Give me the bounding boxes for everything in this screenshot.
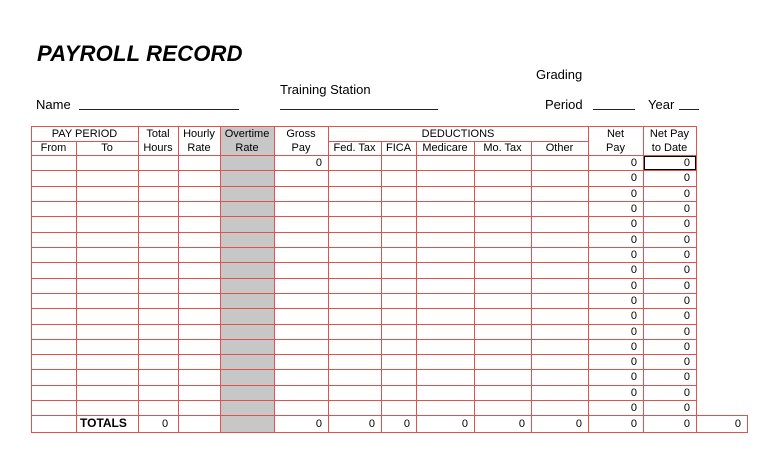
table-cell[interactable]	[382, 187, 416, 201]
table-cell[interactable]	[275, 340, 328, 354]
net-pay-value: 0	[630, 341, 637, 353]
grid-line	[696, 415, 748, 416]
table-cell[interactable]	[77, 156, 138, 170]
table-cell[interactable]	[77, 263, 138, 277]
table-cell[interactable]	[532, 187, 588, 201]
table-cell[interactable]	[32, 263, 76, 277]
table-cell[interactable]	[32, 355, 76, 369]
table-cell[interactable]	[417, 386, 474, 400]
table-cell[interactable]	[475, 401, 531, 415]
net-pay-value: 0	[630, 387, 637, 399]
other-header: Other	[545, 142, 574, 154]
medicare-header: Medicare	[422, 142, 468, 154]
table-cell[interactable]	[221, 279, 274, 293]
table-cell[interactable]	[139, 279, 178, 293]
table-cell[interactable]	[329, 263, 381, 277]
total-hours-total: 0	[162, 418, 169, 430]
table-cell[interactable]	[77, 386, 138, 400]
period-label: Period	[545, 97, 583, 112]
table-cell[interactable]	[532, 355, 588, 369]
grid-line	[696, 126, 697, 432]
table-cell[interactable]	[179, 263, 220, 277]
table-cell[interactable]	[532, 294, 588, 308]
table-cell[interactable]	[221, 309, 274, 323]
table-cell[interactable]	[221, 263, 274, 277]
table-cell[interactable]	[221, 202, 274, 216]
gross-pay-value: 0	[315, 157, 322, 169]
hourly-rate-header-2: Rate	[187, 142, 211, 154]
table-cell[interactable]	[32, 401, 76, 415]
table-cell[interactable]	[179, 340, 220, 354]
totals-label: TOTALS	[80, 416, 127, 430]
page-title: PAYROLL RECORD	[37, 41, 243, 66]
net-pay-to-date-header-2: to Date	[651, 142, 688, 154]
table-cell[interactable]	[532, 248, 588, 262]
table-cell[interactable]	[32, 386, 76, 400]
table-cell[interactable]	[32, 202, 76, 216]
table-cell[interactable]	[417, 294, 474, 308]
table-cell[interactable]	[139, 202, 178, 216]
net-pay-to-date-value: 0	[683, 188, 690, 200]
grid-line	[31, 415, 697, 416]
table-cell[interactable]	[139, 171, 178, 185]
table-cell[interactable]	[77, 171, 138, 185]
table-cell[interactable]	[329, 309, 381, 323]
grid-line	[747, 415, 748, 433]
table-cell[interactable]	[382, 309, 416, 323]
table-cell[interactable]	[139, 325, 178, 339]
table-cell[interactable]	[179, 202, 220, 216]
table-cell[interactable]	[329, 401, 381, 415]
gross-pay-header-2: Pay	[291, 142, 311, 154]
year-label: Year	[648, 97, 675, 112]
table-cell[interactable]	[77, 309, 138, 323]
table-cell[interactable]	[475, 279, 531, 293]
table-cell[interactable]	[329, 370, 381, 384]
table-cell[interactable]	[382, 171, 416, 185]
table-cell[interactable]	[179, 187, 220, 201]
table-cell[interactable]	[475, 294, 531, 308]
table-cell[interactable]	[275, 233, 328, 247]
table-cell[interactable]	[179, 355, 220, 369]
table-cell[interactable]	[382, 401, 416, 415]
table-cell[interactable]	[532, 309, 588, 323]
table-cell[interactable]	[77, 233, 138, 247]
table-cell[interactable]	[275, 325, 328, 339]
table-cell[interactable]	[77, 279, 138, 293]
table-cell[interactable]	[179, 248, 220, 262]
medicare-total: 0	[461, 418, 468, 430]
table-cell[interactable]	[139, 355, 178, 369]
table-cell[interactable]	[475, 355, 531, 369]
net-pay-to-date-value: 0	[683, 264, 690, 276]
table-cell[interactable]	[221, 171, 274, 185]
table-cell[interactable]	[275, 309, 328, 323]
table-cell[interactable]	[179, 294, 220, 308]
table-cell[interactable]	[77, 340, 138, 354]
table-cell[interactable]	[382, 386, 416, 400]
table-cell[interactable]	[275, 217, 328, 231]
table-cell[interactable]	[139, 309, 178, 323]
table-cell[interactable]	[77, 401, 138, 415]
net-pay-to-date-value: 0	[683, 203, 690, 215]
gross-pay-total: 0	[315, 418, 322, 430]
table-cell[interactable]	[275, 279, 328, 293]
net-pay-value: 0	[630, 218, 637, 230]
table-cell[interactable]	[532, 401, 588, 415]
table-cell[interactable]	[417, 279, 474, 293]
year-line[interactable]	[679, 109, 699, 110]
to-header: To	[101, 142, 113, 154]
table-cell[interactable]	[221, 248, 274, 262]
table-cell[interactable]	[179, 217, 220, 231]
net-pay-header: Net	[606, 128, 625, 140]
table-cell[interactable]	[179, 279, 220, 293]
net-pay-value: 0	[630, 326, 637, 338]
table-cell[interactable]	[221, 325, 274, 339]
table-cell[interactable]	[77, 187, 138, 201]
table-cell[interactable]	[275, 171, 328, 185]
table-cell[interactable]	[32, 340, 76, 354]
table-cell[interactable]	[382, 370, 416, 384]
table-cell[interactable]	[221, 156, 274, 170]
net-pay-value: 0	[630, 249, 637, 261]
table-cell[interactable]	[417, 248, 474, 262]
other-total: 0	[575, 418, 582, 430]
table-cell[interactable]	[221, 233, 274, 247]
net-pay-to-date-value: 0	[683, 371, 690, 383]
table-cell[interactable]	[382, 294, 416, 308]
table-cell[interactable]	[417, 156, 474, 170]
extra-total: 0	[734, 418, 741, 430]
table-cell[interactable]	[139, 156, 178, 170]
total-hours-header: Total	[146, 128, 170, 140]
table-cell[interactable]	[382, 233, 416, 247]
table-cell[interactable]	[32, 217, 76, 231]
table-cell[interactable]	[329, 248, 381, 262]
net-pay-value: 0	[630, 295, 637, 307]
table-cell[interactable]	[475, 202, 531, 216]
table-cell[interactable]	[275, 355, 328, 369]
table-cell[interactable]	[532, 279, 588, 293]
table-cell[interactable]	[475, 370, 531, 384]
table-cell[interactable]	[329, 325, 381, 339]
table-cell[interactable]	[382, 279, 416, 293]
table-cell[interactable]	[221, 340, 274, 354]
table-cell[interactable]	[179, 370, 220, 384]
fed-tax-total: 0	[368, 418, 375, 430]
table-cell[interactable]	[179, 309, 220, 323]
net-pay-value: 0	[630, 310, 637, 322]
table-cell[interactable]	[475, 263, 531, 277]
net-pay-to-date-value: 0	[683, 341, 690, 353]
deductions-header: DEDUCTIONS	[421, 128, 495, 140]
net-pay-value: 0	[630, 356, 637, 368]
table-cell[interactable]	[275, 263, 328, 277]
net-pay-to-date-header: Net Pay	[649, 128, 690, 140]
fed-tax-header: Fed. Tax	[333, 142, 376, 154]
net-pay-to-date-value: 0	[683, 295, 690, 307]
table-cell[interactable]	[32, 248, 76, 262]
name-line[interactable]	[79, 109, 239, 110]
table-cell[interactable]	[475, 325, 531, 339]
table-cell[interactable]	[475, 386, 531, 400]
table-cell[interactable]	[32, 309, 76, 323]
table-cell[interactable]	[532, 386, 588, 400]
table-cell[interactable]	[329, 279, 381, 293]
table-cell[interactable]	[475, 248, 531, 262]
net-pay-to-date-total: 0	[683, 418, 690, 430]
table-cell[interactable]	[475, 309, 531, 323]
selected-cell-outline	[644, 156, 696, 170]
table-cell[interactable]	[179, 401, 220, 415]
table-cell[interactable]	[417, 309, 474, 323]
table-cell[interactable]	[77, 217, 138, 231]
mo-tax-header: Mo. Tax	[483, 142, 522, 154]
table-cell[interactable]	[32, 187, 76, 201]
table-cell[interactable]	[139, 386, 178, 400]
table-cell[interactable]	[382, 217, 416, 231]
table-cell[interactable]	[139, 248, 178, 262]
table-cell[interactable]	[329, 156, 381, 170]
hourly-rate-header: Hourly	[183, 128, 215, 140]
table-cell[interactable]	[179, 386, 220, 400]
table-cell[interactable]	[382, 202, 416, 216]
table-cell[interactable]	[275, 370, 328, 384]
net-pay-to-date-value: 0	[683, 234, 690, 246]
table-cell[interactable]	[417, 171, 474, 185]
table-cell[interactable]	[32, 171, 76, 185]
net-pay-to-date-value: 0	[683, 157, 690, 169]
net-pay-value: 0	[630, 172, 637, 184]
table-cell[interactable]	[179, 171, 220, 185]
net-pay-total: 0	[630, 418, 637, 430]
table-cell[interactable]	[275, 386, 328, 400]
mo-tax-total: 0	[518, 418, 525, 430]
net-pay-value: 0	[630, 203, 637, 215]
net-pay-to-date-value: 0	[683, 172, 690, 184]
table-cell[interactable]	[475, 233, 531, 247]
gross-pay-header: Gross	[286, 128, 316, 140]
grid-line	[31, 432, 748, 433]
table-cell[interactable]	[475, 156, 531, 170]
overtime-rate-header: Overtime	[224, 128, 270, 140]
net-pay-to-date-value: 0	[683, 218, 690, 230]
table-cell[interactable]	[32, 156, 76, 170]
table-cell[interactable]	[32, 325, 76, 339]
table-cell[interactable]	[329, 340, 381, 354]
table-cell[interactable]	[532, 156, 588, 170]
table-cell[interactable]	[329, 187, 381, 201]
table-cell[interactable]	[329, 294, 381, 308]
table-cell[interactable]	[139, 233, 178, 247]
table-cell[interactable]	[382, 156, 416, 170]
table-cell[interactable]	[139, 294, 178, 308]
table-cell[interactable]	[77, 355, 138, 369]
table-cell[interactable]	[77, 248, 138, 262]
training-station-label: Training Station	[280, 82, 371, 97]
net-pay-value: 0	[630, 280, 637, 292]
table-cell[interactable]	[532, 217, 588, 231]
table-cell[interactable]	[32, 233, 76, 247]
table-cell[interactable]	[32, 370, 76, 384]
table-cell[interactable]	[329, 233, 381, 247]
table-cell[interactable]	[179, 325, 220, 339]
net-pay-to-date-value: 0	[683, 310, 690, 322]
net-pay-to-date-value: 0	[683, 249, 690, 261]
net-pay-to-date-value: 0	[683, 326, 690, 338]
net-pay-value: 0	[630, 371, 637, 383]
table-cell[interactable]	[417, 233, 474, 247]
from-header: From	[40, 142, 67, 154]
training-station-line[interactable]	[280, 109, 438, 110]
table-cell[interactable]	[139, 217, 178, 231]
table-cell[interactable]	[221, 217, 274, 231]
table-cell[interactable]	[139, 401, 178, 415]
table-cell[interactable]	[417, 325, 474, 339]
net-pay-value: 0	[630, 264, 637, 276]
table-cell[interactable]	[275, 401, 328, 415]
table-cell[interactable]	[221, 355, 274, 369]
table-cell[interactable]	[77, 202, 138, 216]
table-cell[interactable]	[329, 217, 381, 231]
total-hours-header-2: Hours	[143, 142, 173, 154]
table-cell[interactable]	[532, 370, 588, 384]
table-cell[interactable]	[532, 340, 588, 354]
net-pay-header-2: Pay	[606, 142, 625, 154]
table-cell[interactable]	[417, 202, 474, 216]
table-cell[interactable]	[221, 294, 274, 308]
table-cell[interactable]	[275, 294, 328, 308]
table-cell[interactable]	[329, 386, 381, 400]
table-cell[interactable]	[139, 263, 178, 277]
table-cell[interactable]	[417, 217, 474, 231]
table-cell[interactable]	[221, 187, 274, 201]
fica-header: FICA	[385, 142, 412, 154]
table-cell[interactable]	[77, 370, 138, 384]
table-cell[interactable]	[329, 355, 381, 369]
table-cell[interactable]	[275, 202, 328, 216]
table-cell[interactable]	[475, 187, 531, 201]
table-cell[interactable]	[532, 263, 588, 277]
table-cell[interactable]	[77, 325, 138, 339]
table-cell[interactable]	[382, 340, 416, 354]
table-cell[interactable]	[77, 294, 138, 308]
table-cell[interactable]	[532, 325, 588, 339]
table-cell[interactable]	[382, 355, 416, 369]
table-cell[interactable]	[139, 340, 178, 354]
table-cell[interactable]	[221, 386, 274, 400]
table-cell[interactable]	[382, 263, 416, 277]
table-cell[interactable]	[417, 340, 474, 354]
fica-total: 0	[403, 418, 410, 430]
net-pay-to-date-value: 0	[683, 402, 690, 414]
table-cell[interactable]	[221, 401, 274, 415]
grading-label: Grading	[536, 67, 583, 82]
table-cell[interactable]	[475, 340, 531, 354]
table-cell[interactable]	[417, 355, 474, 369]
period-line[interactable]	[593, 109, 635, 110]
table-cell[interactable]	[275, 187, 328, 201]
table-cell[interactable]	[532, 171, 588, 185]
net-pay-to-date-value: 0	[683, 387, 690, 399]
table-cell[interactable]	[139, 187, 178, 201]
table-cell[interactable]	[275, 248, 328, 262]
table-cell[interactable]	[329, 202, 381, 216]
table-cell[interactable]	[417, 263, 474, 277]
table-cell[interactable]	[417, 187, 474, 201]
table-cell[interactable]	[179, 156, 220, 170]
net-pay-to-date-value: 0	[683, 356, 690, 368]
net-pay-to-date-value: 0	[683, 280, 690, 292]
table-cell[interactable]	[139, 370, 178, 384]
table-cell[interactable]	[382, 248, 416, 262]
overtime-rate-header-2: Rate	[235, 142, 259, 154]
net-pay-value: 0	[630, 157, 637, 169]
net-pay-value: 0	[630, 234, 637, 246]
table-cell[interactable]	[532, 202, 588, 216]
table-cell[interactable]	[382, 325, 416, 339]
table-cell[interactable]	[417, 370, 474, 384]
table-cell[interactable]	[532, 233, 588, 247]
name-label: Name	[36, 97, 71, 112]
pay-period-header: PAY PERIOD	[51, 128, 118, 140]
net-pay-value: 0	[630, 402, 637, 414]
table-cell[interactable]	[179, 233, 220, 247]
net-pay-value: 0	[630, 188, 637, 200]
table-cell[interactable]	[32, 294, 76, 308]
table-cell[interactable]	[221, 370, 274, 384]
table-cell[interactable]	[475, 171, 531, 185]
table-cell[interactable]	[32, 279, 76, 293]
table-cell[interactable]	[417, 401, 474, 415]
table-cell[interactable]	[329, 171, 381, 185]
table-cell[interactable]	[475, 217, 531, 231]
